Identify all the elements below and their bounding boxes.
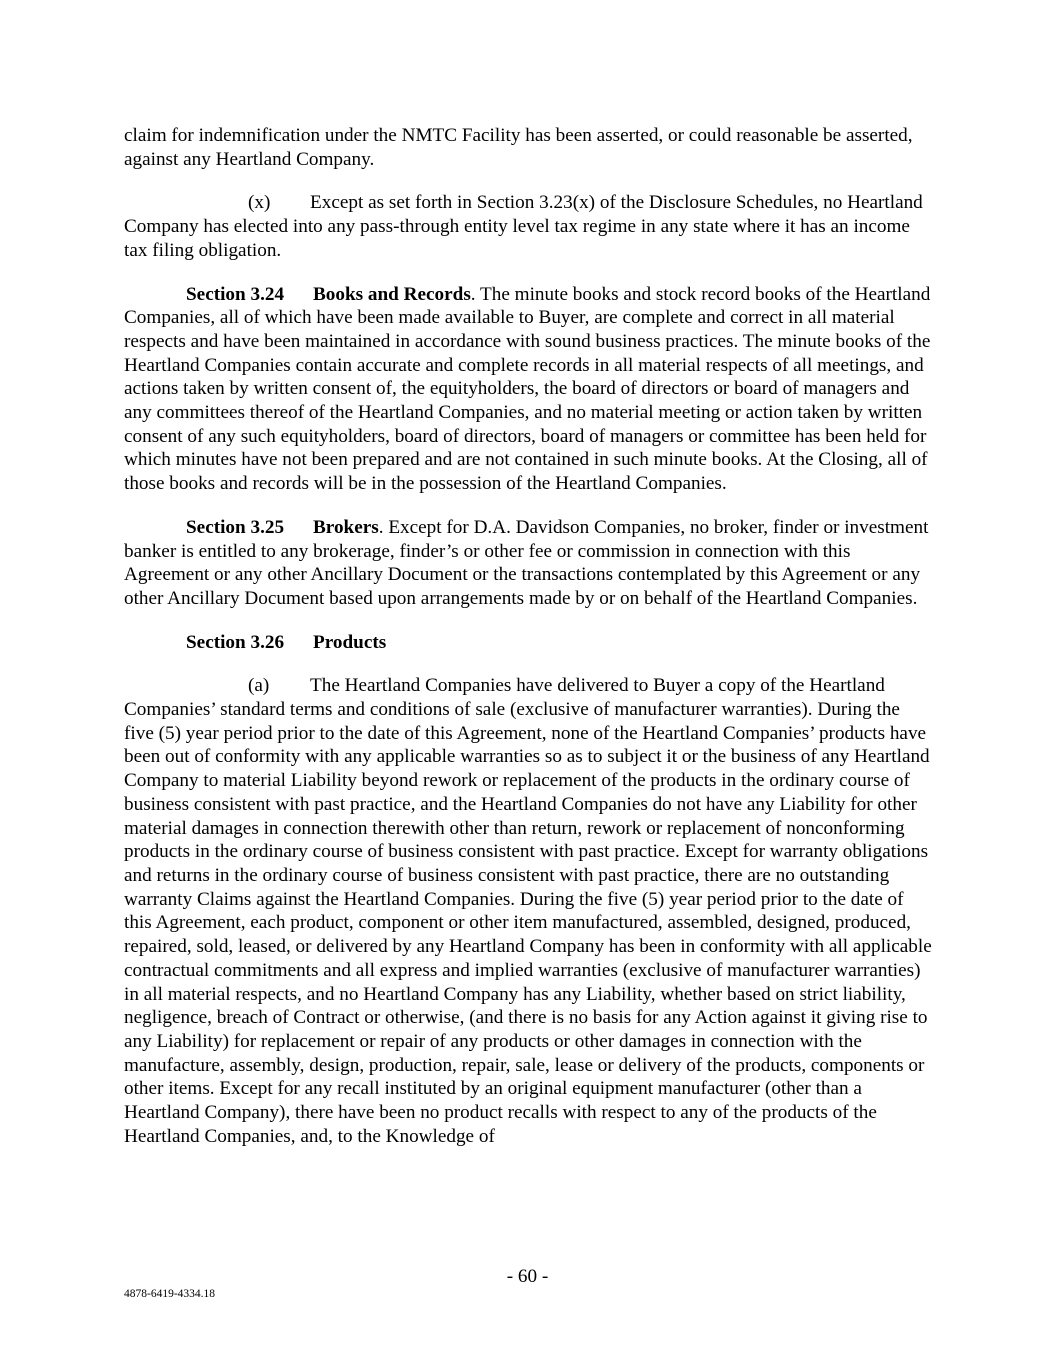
section-3-24 (124, 283, 934, 496)
subsection-text: The Heartland Companies have delivered to Buyer a copy of the Heartland Companies’ standard terms and conditions of sale (exclusive of manufacturer warranties). During the five (5) year period prior to the date of this Agreement, none of the Heartland Companies’ products have been out of conformity with any applicable warranties so as to subject it or the business of any Heartland Company to material Liability beyond rework or replacement of the products in the ordinary course of business consistent with past practice, and the Heartland Companies do not have any Liability for other material damages in connection therewith other than return, rework or replacement of nonconforming products in the ordinary course of business consistent with past practice. Except for warranty obligations and returns in the ordinary course of business consistent with past practice, there are no outstanding warranty Claims against the Heartland Companies. During the five (5) year period prior to the date of this Agreement, each product, component or other item manufactured, assembled, designed, produced, repaired, sold, leased, or delivered by any Heartland Company has been in conformity with all applicable contractual commitments and all express and implied warranties (exclusive of manufacturer warranties) in all material respects, and no Heartland Company has any Liability, whether based on strict liability, negligence, breach of Contract or otherwise, (and there is no basis for any Action against it giving rise to any Liability) for replacement or repair of any products or other damages in connection with the manufacture, assembly, design, production, repair, sale, lease or delivery of the products, components or other items. Except for any recall instituted by an original equipment manufacturer (other than a Heartland Company), there have been no product recalls with respect to any of the products of the Heartland Companies, and, to the Knowledge of (124, 675, 932, 1147)
document-id: 4878-6419-4334.18 (124, 1288, 216, 1300)
section-3-26-heading (186, 631, 934, 655)
section-title: Brokers (313, 516, 379, 538)
subsection-x (124, 191, 934, 262)
section-number: Section 3.26 (186, 631, 285, 653)
paragraph-continuation (124, 124, 934, 171)
section-3-25 (124, 516, 934, 611)
section-text: . Except for D.A. Davidson Companies, no broker, finder or investment banker is entitled to any brokerage, finder’s or other fee or commission in connection with this Agreement or any other Ancillary Document or the transactions contemplated by this Agreement or any other Ancillary Document based upon arrangements made by or on behalf of the Heartland Companies. (124, 516, 929, 609)
subsection-label: (a) (248, 675, 270, 697)
section-number: Section 3.24 (186, 283, 285, 305)
subsection-a (124, 674, 934, 1148)
section-title: Products (313, 631, 387, 653)
section-number: Section 3.25 (186, 516, 285, 538)
subsection-label: (x) (248, 192, 271, 214)
paragraph-text: claim for indemnification under the NMTC Facility has been asserted, or could reasonable be asserted, against any Heartland Company. (124, 125, 913, 170)
section-title: Books and Records (313, 283, 471, 305)
section-text: . The minute books and stock record books of the Heartland Companies, all of which have been made available to Buyer, are complete and correct in all material respects and have been maintained in accordance with sound business practices. The minute books of the Heartland Companies contain accurate and complete records in all material respects of all meetings, and actions taken by written consent of, the equityholders, the board of directors or board of managers and any committees thereof of the Heartland Companies, and no material meeting or action taken by written consent of any such equityholders, board of directors, board of managers or committee has been held for which minutes have not been prepared and are not contained in such minute books. At the Closing, all of those books and records will be in the possession of the Heartland Companies. (124, 283, 931, 495)
subsection-text: Except as set forth in Section 3.23(x) of the Disclosure Schedules, no Heartland Company has elected into any pass-through entity level tax regime in any state where it has an income tax filing obligation. (124, 192, 923, 261)
page-number: - 60 - (506, 1266, 549, 1287)
document-page (124, 124, 934, 1168)
